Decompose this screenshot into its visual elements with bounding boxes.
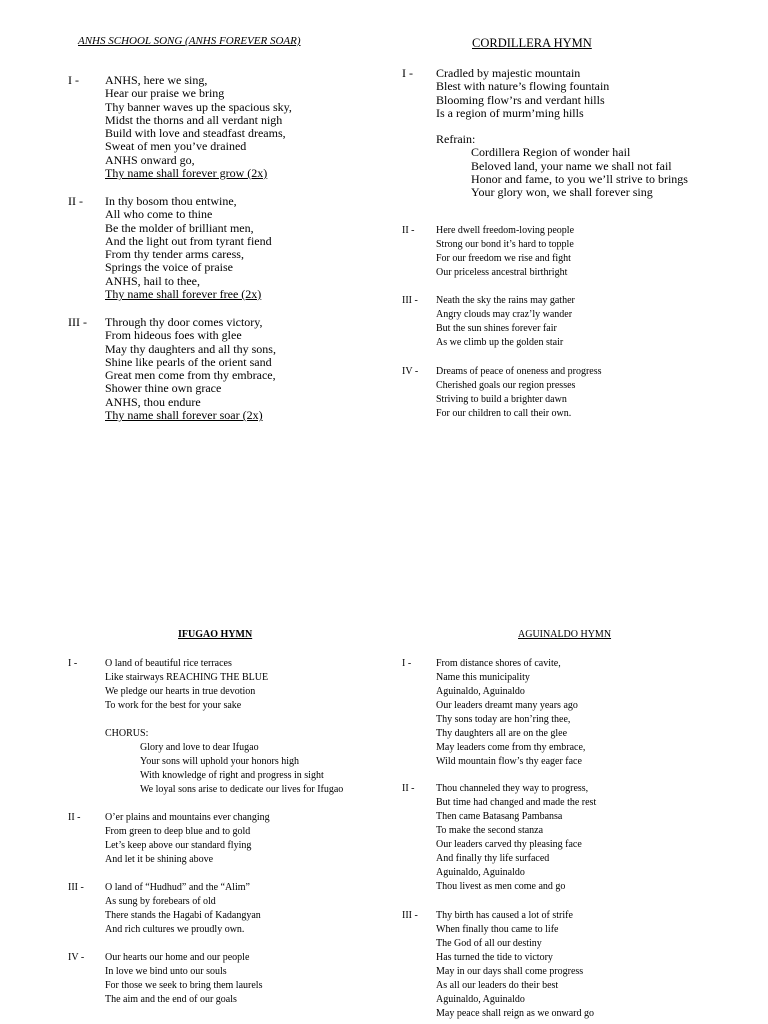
lyric-line: The God of all our destiny [436, 938, 542, 949]
lyric-line: O land of beautiful rice terraces [105, 658, 232, 669]
lyric-line: Midst the thorns and all verdant nigh [105, 112, 283, 127]
stanza-number: I - [68, 73, 79, 87]
lyric-line: Wild mountain flow’s thy eager face [436, 756, 582, 767]
lyric-line: Aguinaldo, Aguinaldo [436, 867, 525, 878]
lyric-line: Springs the voice of praise [105, 260, 233, 275]
lyric-line: O’er plains and mountains ever changing [105, 812, 270, 823]
chorus-line: Glory and love to dear Ifugao [140, 742, 259, 753]
lyric-line: Shine like pearls of the orient sand [105, 354, 272, 369]
lyric-line: ANHS, here we sing, [105, 73, 208, 87]
lyric-line: And finally thy life surfaced [436, 853, 550, 864]
lyric-line: Be the molder of brilliant men, [105, 220, 254, 235]
lyric-line: Build with love and steadfast dreams, [105, 126, 286, 141]
lyric-line: Then came Batasang Pambansa [436, 811, 563, 822]
lyric-line: As all our leaders do their best [436, 980, 559, 991]
lyric-line: Aguinaldo, Aguinaldo [436, 686, 525, 697]
stanza-number: IV - [402, 366, 419, 377]
refrain-label: Refrain: [436, 132, 476, 146]
lyric-line: Has turned the tide to victory [436, 952, 553, 963]
lyric-line: But the sun shines forever fair [436, 323, 557, 334]
lyric-line: Strong our bond it’s hard to topple [436, 239, 574, 250]
lyric-line: From green to deep blue and to gold [105, 826, 251, 837]
lyric-line: Our hearts our home and our people [105, 952, 250, 963]
stanza-number: I - [402, 658, 412, 669]
lyric-line: And the light out from tyrant fiend [105, 233, 272, 248]
lyric-line: Thy sons today are hon’ring thee, [436, 714, 571, 725]
cordillera-hymn-title: CORDILLERA HYMN [472, 36, 592, 50]
anhs-song-title: ANHS SCHOOL SONG (ANHS FOREVER SOAR) [78, 35, 301, 47]
lyric-line: But time had changed and made the rest [436, 797, 597, 808]
lyric-line: Thy daughters all are on the glee [436, 728, 568, 739]
lyric-line: Our priceless ancestral birthright [436, 267, 568, 278]
lyric-line: Our leaders dreamt many years ago [436, 700, 578, 711]
lyric-line: And rich cultures we proudly own. [105, 924, 245, 935]
chorus-line: We loyal sons arise to dedicate our lives for Ifugao [140, 784, 344, 795]
lyric-line: ANHS, thou endure [105, 394, 201, 409]
lyric-line: And let it be shining above [105, 854, 214, 865]
ifugao-chorus [105, 727, 343, 797]
lyric-line: For our freedom we rise and fight [436, 253, 571, 264]
stanza-number: I - [402, 66, 413, 80]
stanza-number: IV - [68, 952, 85, 963]
lyric-line: From distance shores of cavite, [436, 658, 561, 669]
chorus-line: With knowledge of right and progress in sight [140, 770, 324, 781]
lyric-line: In thy bosom thou entwine, [105, 194, 237, 208]
refrain-line: Your glory won, we shall forever sing [471, 185, 653, 200]
lyric-line: Is a region of murm’ming hills [436, 105, 584, 120]
stanza-number: III - [68, 882, 84, 893]
lyric-line: May in our days shall come progress [436, 966, 584, 977]
lyric-line: Like stairways REACHING THE BLUE [105, 672, 269, 683]
lyric-line: Aguinaldo, Aguinaldo [436, 994, 525, 1005]
lyric-line: ANHS, hail to thee, [105, 273, 200, 288]
stanza-number: III - [402, 295, 418, 306]
lyric-line: Sweat of men you’ve drained [105, 139, 247, 154]
lyric-line: In love we bind unto our souls [105, 966, 227, 977]
lyric-line: Great men come from thy embrace, [105, 368, 276, 383]
lyric-line: Here dwell freedom-loving people [436, 225, 575, 236]
lyric-line: O land of “Hudhud” and the “Alim” [105, 882, 250, 893]
stanza-number: II - [68, 812, 81, 823]
lyric-line-refrain: Thy name shall forever grow (2x) [105, 166, 268, 181]
lyric-line: The aim and the end of our goals [105, 994, 237, 1005]
ifugao-hymn-title: IFUGAO HYMN [178, 629, 253, 640]
lyric-line: Thy banner waves up the spacious sky, [105, 99, 292, 114]
lyric-line: Cradled by majestic mountain [436, 66, 581, 80]
lyric-line: Blooming flow’rs and verdant hills [436, 92, 605, 107]
lyric-line: Our leaders carved thy pleasing face [436, 839, 582, 850]
lyric-line: Thou livest as men come and go [436, 881, 566, 892]
lyric-line: Dreams of peace of oneness and progress [436, 366, 602, 377]
lyric-line: Striving to build a brighter dawn [436, 394, 567, 405]
stanza-number: III - [68, 315, 87, 329]
lyric-line: From hideous foes with glee [105, 328, 242, 343]
lyric-line: Hear our praise we bring [105, 86, 225, 101]
stanza-number: II - [402, 225, 415, 236]
lyric-line: As sung by forebears of old [105, 896, 216, 907]
lyric-line: May peace shall reign as we onward go [436, 1008, 594, 1019]
refrain-line: Cordillera Region of wonder hail [471, 145, 631, 160]
refrain-line: Beloved land, your name we shall not fail [471, 158, 672, 173]
lyric-line: Thy birth has caused a lot of strife [436, 910, 573, 921]
lyric-line: Shower thine own grace [105, 381, 222, 396]
lyric-line: Neath the sky the rains may gather [436, 295, 575, 306]
lyric-line: From thy tender arms caress, [105, 247, 244, 262]
lyric-line: May thy daughters and all thy sons, [105, 341, 276, 356]
lyric-line: Name this municipality [436, 672, 530, 683]
chorus-label: CHORUS: [105, 728, 149, 739]
lyric-line: For our children to call their own. [436, 408, 572, 419]
stanza-number: II - [68, 194, 83, 208]
lyric-line-refrain: Thy name shall forever soar (2x) [105, 408, 263, 423]
lyric-line: May leaders come from thy embrace, [436, 742, 586, 753]
stanza-number: II - [402, 783, 415, 794]
lyric-line: When finally thou came to life [436, 924, 559, 935]
lyric-line: All who come to thine [105, 207, 213, 222]
stanza-number: I - [68, 658, 78, 669]
lyric-line: As we climb up the golden stair [436, 337, 564, 348]
lyric-line: ANHS onward go, [105, 152, 195, 167]
cordillera-refrain [436, 133, 688, 199]
lyric-line: We pledge our hearts in true devotion [105, 686, 256, 697]
lyric-line: Through thy door comes victory, [105, 315, 263, 329]
lyric-line: Thou channeled they way to progress, [436, 783, 589, 794]
refrain-line: Honor and fame, to you we’ll strive to brings [471, 171, 688, 186]
lyric-line: Angry clouds may craz’ly wander [436, 309, 573, 320]
stanza-number: III - [402, 910, 418, 921]
lyric-line: There stands the Hagabi of Kadangyan [105, 910, 261, 921]
lyric-line: To make the second stanza [436, 825, 544, 836]
lyric-line: Blest with nature’s flowing fountain [436, 79, 610, 94]
lyric-line: Let’s keep above our standard flying [105, 840, 252, 851]
lyric-line: To work for the best for your sake [105, 700, 242, 711]
lyric-line: Cherished goals our region presses [436, 380, 576, 391]
aguinaldo-hymn-title: AGUINALDO HYMN [518, 629, 612, 640]
lyric-line: For those we seek to bring them laurels [105, 980, 263, 991]
lyric-line-refrain: Thy name shall forever free (2x) [105, 287, 262, 302]
chorus-line: Your sons will uphold your honors high [140, 756, 299, 767]
